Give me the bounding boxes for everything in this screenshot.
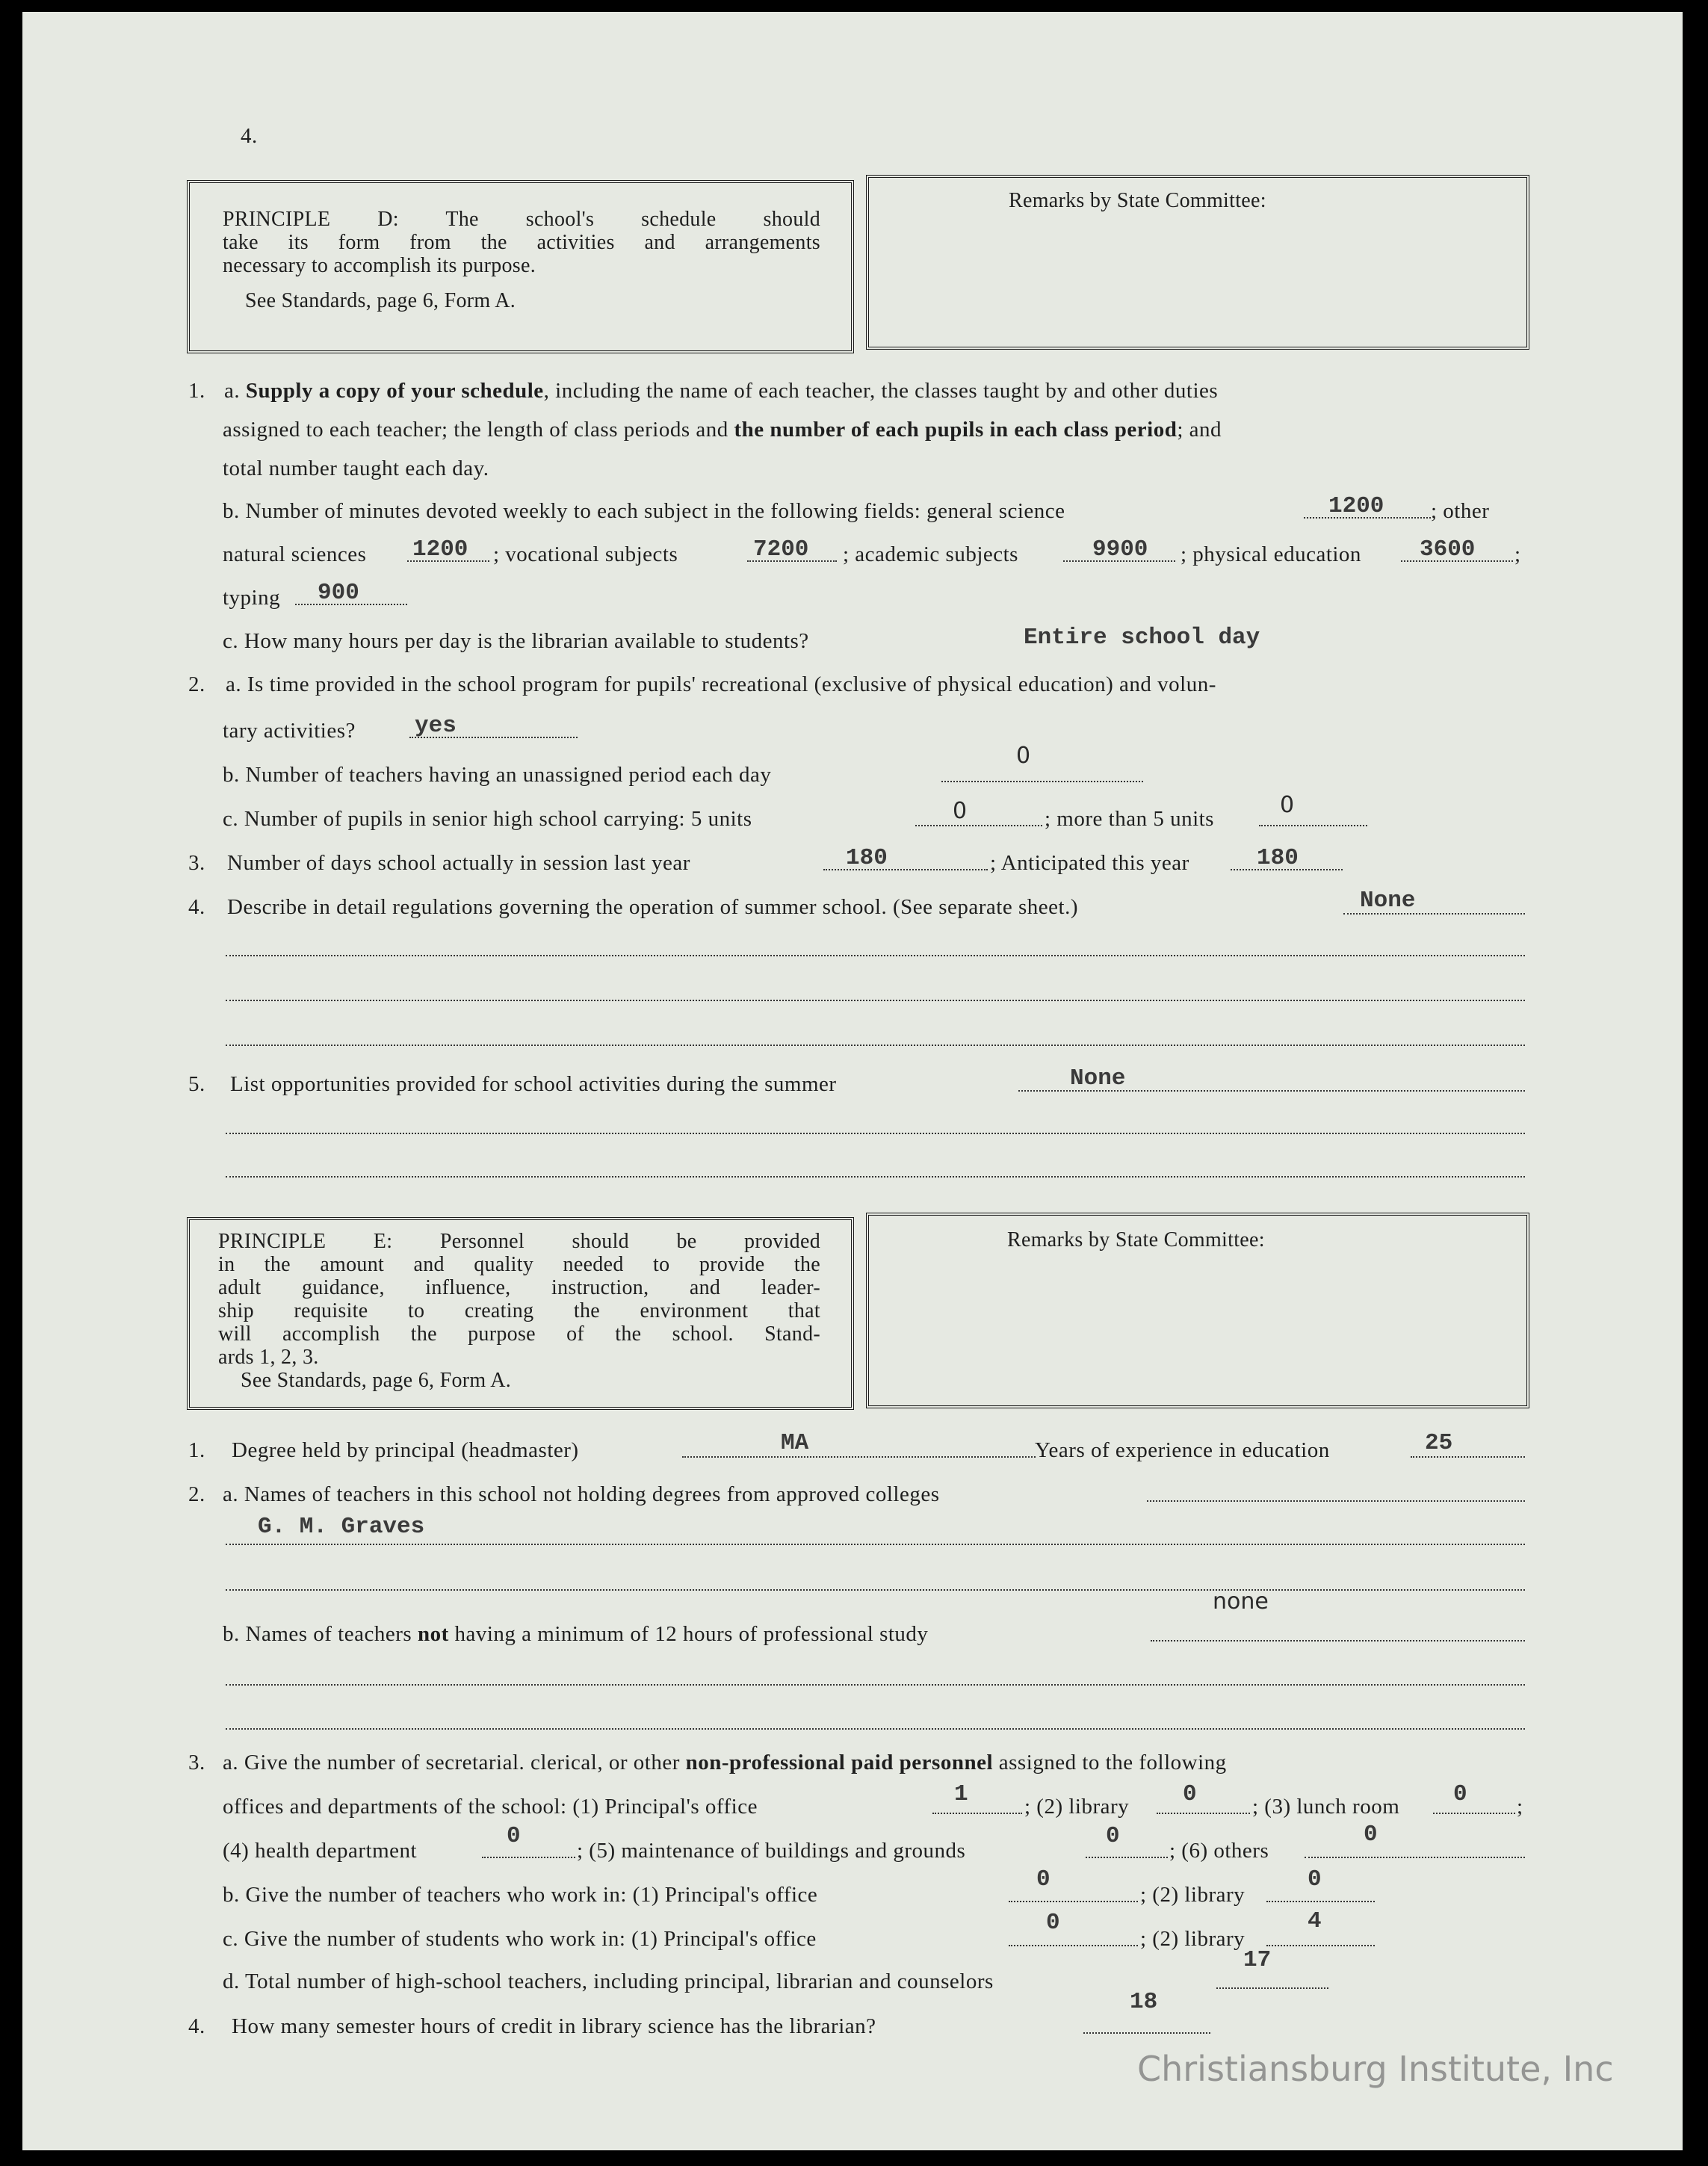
d-q2a-line1: a. Is time provided in the school program for pupils' recreational (exclusive of physical education) and volun- [226,672,1216,696]
e-q3a-line1: a. Give the number of secretarial. clerical, or other non-professional paid personnel assigned to the following [223,1751,1227,1774]
blank-others [1305,1857,1525,1858]
five-units-answer: 0 [953,798,968,824]
maintenance-personnel: 0 [1106,1823,1120,1849]
teachers-without-degree-answer: G. M. Graves [258,1514,425,1540]
academic-minutes: 9900 [1092,536,1148,563]
d-q3-label: Number of days school actually in session last year [227,851,690,875]
answer-line [226,1544,1525,1545]
recreational-answer: yes [415,713,457,739]
blank-more-than-5 [1259,825,1367,826]
e-q3-health-label: (4) health department [223,1839,418,1863]
e-q1-number: 1. [188,1438,205,1462]
blank-names-b [1151,1640,1525,1641]
e-q3-semicolon: ; [1517,1795,1523,1819]
days-anticipated: 180 [1257,845,1299,871]
e-q3c-label: c. Give the number of students who work in: (1) Principal's office [223,1927,817,1951]
d-q3-anticipated-label: ; Anticipated this year [990,851,1189,875]
unassigned-period-answer: 0 [1016,743,1031,769]
teachers-library: 0 [1308,1866,1322,1893]
library-credit-answer: 18 [1130,1989,1158,2015]
d-q5-number: 5. [188,1072,205,1096]
d-q2c-label: c. Number of pupils in senior high school carrying: 5 units [223,807,752,831]
d-q1b-physical-label: ; physical education [1181,542,1361,566]
e-q3b-label: b. Give the number of teachers who work in: (1) Principal's office [223,1883,818,1907]
blank-students-library [1266,1945,1375,1946]
principal-degree-answer: MA [781,1430,809,1456]
d-q1-number: 1. [188,379,205,403]
d-q1b-line1: b. Number of minutes devoted weekly to each subject in the following fields: general science [223,499,1065,523]
e-q3-lunch-label: ; (3) lunch room [1252,1795,1400,1819]
others-personnel: 0 [1364,1822,1378,1848]
d-q4-label: Describe in detail regulations governing the operation of summer school. (See separate sheet.) [227,895,1078,919]
blank-students-principal [1009,1945,1138,1946]
e-q4-number: 4. [188,2014,205,2038]
page-number: 4. [241,124,258,148]
answer-line [226,1589,1525,1591]
document-page [22,12,1683,2150]
blank-health [482,1857,575,1858]
e-q3a-line2: offices and departments of the school: (1) Principal's office [223,1795,758,1819]
answer-line [226,1684,1525,1686]
principal-office-personnel: 1 [954,1781,968,1807]
more-than-five-answer: 0 [1280,792,1295,818]
blank-maintenance [1086,1857,1168,1858]
natural-sciences-minutes: 1200 [412,536,468,563]
d-q1a-line1: a. Supply a copy of your schedule, including the name of each teacher, the classes taught by and other duties [224,379,1219,403]
e-q3-maintenance-label: ; (5) maintenance of buildings and grounds [577,1839,966,1863]
e-q1-label: Degree held by principal (headmaster) [232,1438,579,1462]
summer-school-answer: None [1360,888,1416,914]
summer-activities-answer: None [1070,1065,1126,1092]
d-q1c-label: c. How many hours per day is the librarian available to students? [223,629,809,653]
d-q1b-vocational-label: ; vocational subjects [493,542,678,566]
principle-e-text: PRINCIPLE E: Personnel should be provided in the amount and quality needed to provide the adult guidance, influence, instruction, and leader- ship requisite to creating the environment that will accomplish the purpose of the school. Stand- ards 1, 2, 3. See Standards, page 6, Form A. [218,1230,820,1392]
blank-unassigned [941,781,1143,782]
librarian-hours-answer: Entire school day [1024,625,1260,651]
blank-library [1157,1813,1250,1814]
students-principal-office: 0 [1046,1910,1060,1936]
e-q3c-library-label: ; (2) library [1140,1927,1246,1951]
e-q2a-label: a. Names of teachers in this school not holding degrees from approved colleges [223,1482,940,1506]
answer-line [226,1133,1525,1134]
blank-total-teachers [1216,1987,1328,1989]
d-q2b-label: b. Number of teachers having an unassigned period each day [223,763,772,787]
e-q3d-label: d. Total number of high-school teachers, including principal, librarian and counselors [223,1969,994,1993]
e-q1-years-label: Years of experience in education [1035,1438,1330,1462]
d-q1b-typing-label: typing [223,586,281,610]
blank-teachers-principal [1009,1901,1138,1902]
vocational-minutes: 7200 [753,536,809,563]
general-science-minutes: 1200 [1328,493,1384,519]
blank-years [1411,1456,1525,1458]
d-q1b-other-label: ; other [1431,499,1490,523]
d-q2c-more-label: ; more than 5 units [1045,807,1214,831]
principle-d-text: PRINCIPLE D: The school's schedule should take its form from the activities and arrangements necessary to accomplish its purpose. See Standards, page 6, Form A. [223,208,820,312]
d-q1b-natural-label: natural sciences [223,542,367,566]
answer-line [226,1176,1525,1178]
lunch-room-personnel: 0 [1453,1781,1467,1807]
blank-lunch [1433,1813,1515,1814]
d-q1b-semicolon: ; [1514,542,1521,566]
e-q3-others-label: ; (6) others [1169,1839,1269,1863]
library-personnel: 0 [1183,1781,1197,1807]
health-personnel: 0 [507,1823,521,1849]
blank-5-units [915,825,1042,826]
teachers-principal-office: 0 [1036,1866,1051,1893]
d-q1a-line2: assigned to each teacher; the length of class periods and the number of each pupils in each class period; and [223,418,1222,442]
d-q3-number: 3. [188,851,205,875]
typing-minutes: 900 [318,580,359,606]
d-q5-label: List opportunities provided for school activities during the summer [230,1072,837,1096]
e-q2b-label: b. Names of teachers not having a minimum of 12 hours of professional study [223,1622,929,1646]
answer-line [226,1728,1525,1730]
days-last-year: 180 [846,845,888,871]
blank-degree [682,1456,1036,1458]
blank-names-a [1147,1500,1525,1502]
answer-line [226,955,1525,956]
answer-line [226,1045,1525,1046]
e-q3-number: 3. [188,1751,205,1774]
e-q3b-library-label: ; (2) library [1140,1883,1246,1907]
d-q4-number: 4. [188,895,205,919]
d-q2-number: 2. [188,672,205,696]
e-q4-label: How many semester hours of credit in library science has the librarian? [232,2014,876,2038]
d-q2a-line2: tary activities? [223,719,356,743]
remarks-label-d: Remarks by State Committee: [1009,189,1266,212]
watermark-text: Christiansburg Institute, Inc [1137,2049,1614,2089]
physical-education-minutes: 3600 [1420,536,1476,563]
remarks-label-e: Remarks by State Committee: [1007,1228,1265,1251]
total-teachers-answer: 17 [1243,1947,1272,1973]
e-q2-number: 2. [188,1482,205,1506]
blank-library-credit [1083,2032,1210,2034]
years-experience-answer: 25 [1425,1430,1453,1456]
d-q1b-academic-label: ; academic subjects [843,542,1018,566]
teachers-without-study-answer: none [1213,1588,1269,1615]
students-library: 4 [1308,1908,1322,1934]
d-q1a-line3: total number taught each day. [223,457,489,480]
e-q3-library-label: ; (2) library [1024,1795,1130,1819]
answer-line [226,1000,1525,1001]
blank-principal-office [932,1813,1022,1814]
blank-teachers-library [1266,1901,1375,1902]
